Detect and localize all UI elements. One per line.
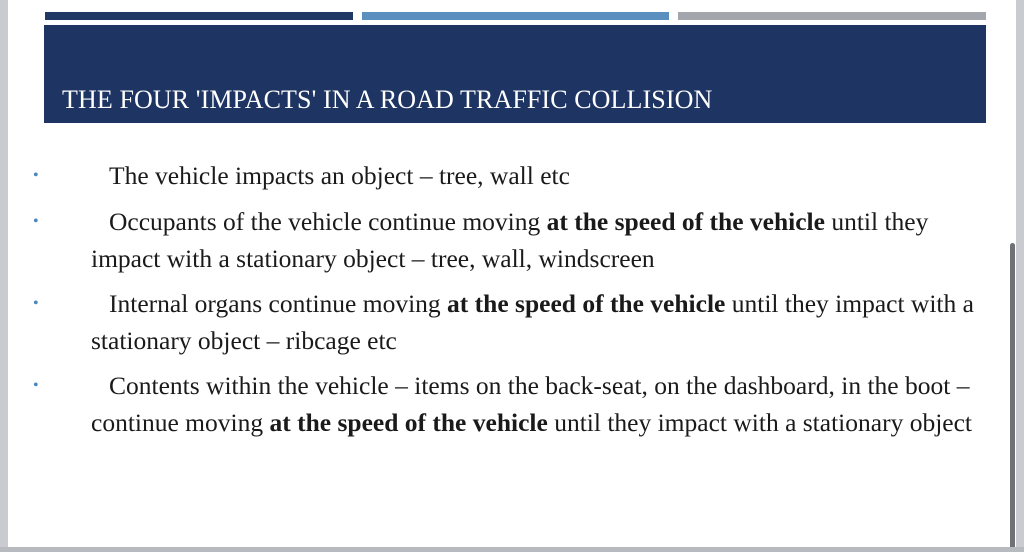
bullet-dot-icon: • (33, 167, 39, 184)
accent-bar-dark-blue (45, 12, 353, 20)
bullet-dot-icon: • (33, 295, 39, 312)
bullet-text-part: Contents within the vehicle – items on the back-seat, on the dashboard, in the boot – continue moving (91, 371, 970, 437)
bullet-text-part: until they impact with a stationary object – tree, wall, windscreen (91, 207, 929, 273)
vertical-scrollbar[interactable] (1010, 243, 1015, 552)
slide (8, 0, 1016, 547)
bullet-text (91, 286, 981, 359)
bullet-text (91, 158, 981, 195)
bullet-text-emphasis: at the speed of the vehicle (546, 207, 825, 236)
accent-bar-gray (678, 12, 986, 20)
bullet-text-part: until they impact with a stationary object (547, 407, 972, 437)
title-banner (44, 25, 986, 123)
bullet-text-part: The vehicle impacts an object – tree, wall etc (109, 161, 570, 190)
bullet-text-part: Occupants of the vehicle continue moving (109, 207, 547, 236)
bullet-text-part: Internal organs continue moving (109, 289, 448, 318)
bullet-dot-icon: • (33, 213, 39, 230)
bottom-edge (0, 547, 1024, 552)
bullet-text (91, 368, 981, 441)
bullet-text (91, 204, 981, 277)
bullet-text-part: until they impact with a stationary object – ribcage etc (91, 289, 974, 355)
slide-title: THE FOUR 'IMPACTS' IN A ROAD TRAFFIC COLLISION (62, 85, 713, 114)
accent-bar-light-blue (362, 12, 669, 20)
bullet-text-emphasis: at the speed of the vehicle (447, 289, 726, 318)
bullet-text-emphasis: at the speed of the vehicle (269, 407, 548, 437)
bullet-dot-icon: • (33, 377, 39, 394)
